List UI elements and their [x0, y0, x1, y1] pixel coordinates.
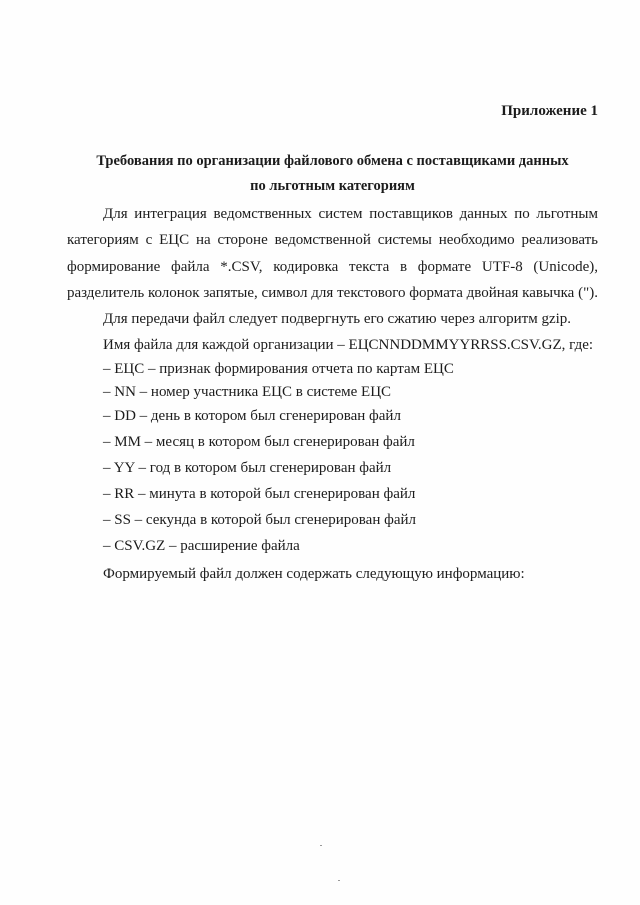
gzip-requirement: Для передачи файл следует подвергнуть его сжатию через алгоритм gzip. [103, 311, 572, 327]
list-item: – RR – минута в которой был сгенерирован файл [103, 486, 416, 502]
list-item: – MM – месяц в котором был сгенерирован файл [103, 434, 415, 450]
appendix-label: Приложение 1 [501, 103, 598, 119]
list-item: – CSV.GZ – расширение файла [103, 538, 300, 554]
paragraph-line-3: формирование файла *.CSV, кодировка текста в формате UTF-8 (Unicode), [67, 259, 598, 275]
scan-speck [338, 880, 340, 881]
list-item: – YY – год в котором был сгенерирован файл [103, 460, 392, 476]
paragraph-line-2: категориям с ЕЦС на стороне ведомственной системы необходимо реализовать [67, 232, 598, 248]
list-item: – SS – секунда в которой был сгенерирован файл [103, 512, 417, 528]
list-item: – NN – номер участника ЕЦС в системе ЕЦС [103, 384, 392, 400]
list-item: – DD – день в котором был сгенерирован файл [103, 408, 401, 424]
paragraph-line-1: Для интеграция ведомственных систем поставщиков данных по льготным [103, 206, 598, 222]
document-title-line-1: Требования по организации файлового обмена с поставщиками данных [96, 153, 569, 169]
filename-format: Имя файла для каждой организации – ЕЦСNNDDMMYYRRSS.CSV.GZ, где: [103, 337, 594, 353]
paragraph-line-4: разделитель колонок запятые, символ для текстового формата двойная кавычка ("). [67, 285, 598, 301]
closing-line: Формируемый файл должен содержать следующую информацию: [103, 566, 525, 582]
list-item: – ЕЦС – признак формирования отчета по картам ЕЦС [103, 361, 454, 377]
document-title-line-2: по льготным категориям [250, 178, 415, 194]
scan-speck [320, 845, 322, 846]
